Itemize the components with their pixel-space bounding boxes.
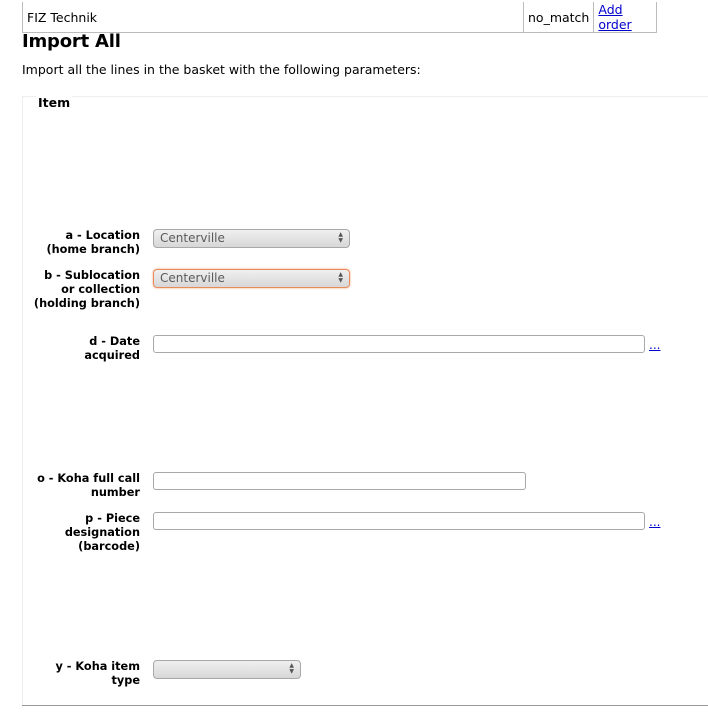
select-arrows-icon: ▲ ▼ [338,271,343,284]
callnumber-input[interactable] [153,472,526,490]
callnumber-label: o - Koha full call number [37,472,140,499]
action-cell [594,2,657,33]
sublocation-select-value: Centerville [160,271,225,285]
sublocation-label: b - Sublocation or collection (holding branch) [33,269,140,310]
table-row [23,2,657,33]
bottom-divider [22,705,708,706]
date-acquired-input[interactable] [153,335,645,353]
vendor-cell: FIZ Technik [23,2,524,33]
item-fieldset [22,96,708,705]
intro-text: Import all the lines in the basket with the following parameters: [22,62,421,77]
select-arrows-icon: ▲ ▼ [338,231,343,244]
date-acquired-label: d - Date acquired [84,335,140,362]
itemtype-select[interactable] [153,660,301,679]
barcode-label: p - Piece designation (barcode) [64,512,140,553]
barcode-plugin-link[interactable]: ... [649,515,661,529]
page-title: Import All [22,31,121,52]
fieldset-legend: Item [38,95,71,110]
select-arrows-icon: ▲ ▼ [289,662,294,675]
location-label: a - Location (home branch) [46,229,140,256]
sublocation-select[interactable] [153,269,350,288]
barcode-input[interactable] [153,512,645,530]
location-select[interactable] [153,229,350,248]
status-cell: no_match [524,2,594,33]
date-acquired-plugin-link[interactable]: ... [649,338,661,352]
add-order-link[interactable]: Add order [598,2,632,32]
itemtype-label: y - Koha item type [55,660,140,687]
orders-table [22,2,657,33]
location-select-value: Centerville [160,231,225,245]
